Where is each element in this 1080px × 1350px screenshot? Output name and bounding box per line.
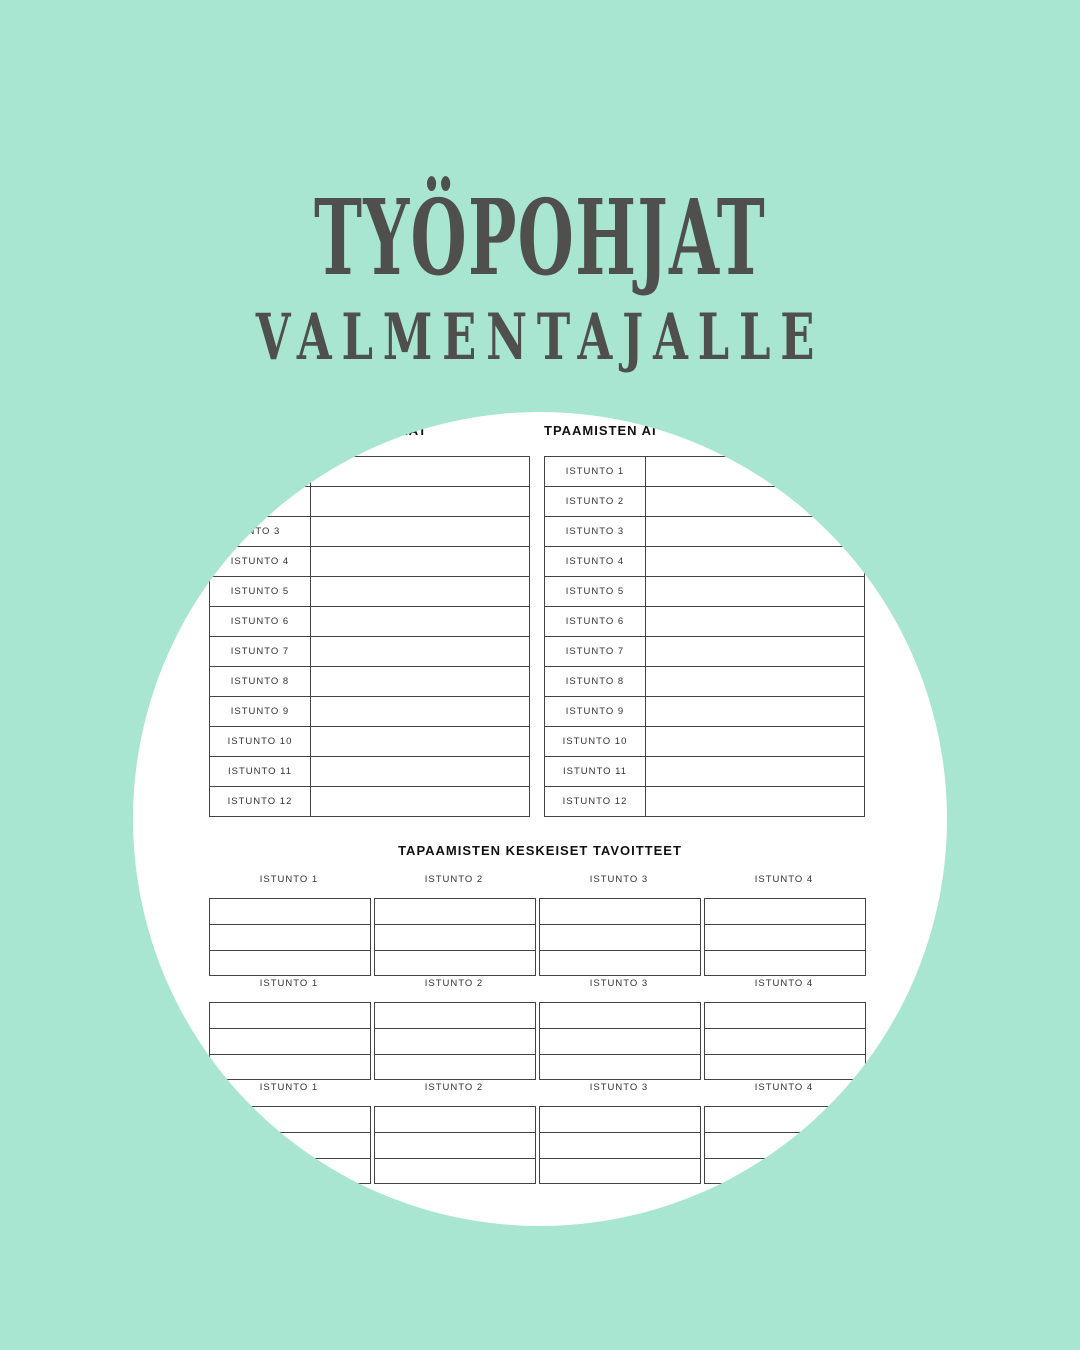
- goal-entry-box[interactable]: [704, 1106, 866, 1184]
- right-table-row: [545, 607, 865, 637]
- goal-entry-line: [540, 924, 700, 925]
- goal-entry-line: [705, 1028, 865, 1029]
- goal-entry-line: [705, 1132, 865, 1133]
- left-table-row: [210, 607, 530, 637]
- goal-entry-box[interactable]: [209, 1106, 371, 1184]
- left-table-row: [210, 727, 530, 757]
- right-table-row-label: ISTUNTO 7: [545, 637, 646, 667]
- left-table-row: [210, 757, 530, 787]
- left-table-row-field[interactable]: [311, 697, 530, 727]
- left-table-row: [210, 697, 530, 727]
- page-title: TYÖPOHJAT: [314, 176, 766, 299]
- left-table-row-label: ISTUNTO 10: [210, 727, 311, 757]
- session-table-right: [544, 456, 865, 817]
- goal-entry-line: [540, 1132, 700, 1133]
- goal-session-label: ISTUNTO 2: [424, 1082, 484, 1093]
- right-table-row-label: ISTUNTO 5: [545, 577, 646, 607]
- left-table-row-label: ISTUNTO 9: [210, 697, 311, 727]
- goal-entry-line: [705, 1158, 865, 1159]
- left-table-row-label: ISTUNTO 11: [210, 757, 311, 787]
- goal-entry-line: [375, 1054, 535, 1055]
- goal-entry-box[interactable]: [374, 1106, 536, 1184]
- right-table-row-label: ISTUNTO 10: [545, 727, 646, 757]
- goal-session-label: ISTUNTO 4: [754, 1082, 814, 1093]
- goal-entry-line: [210, 1158, 370, 1159]
- goal-entry-box[interactable]: [704, 1002, 866, 1080]
- right-table-row: [545, 577, 865, 607]
- right-table-row: [545, 547, 865, 577]
- right-table-row-label: ISTUNTO 9: [545, 697, 646, 727]
- goal-entry-line: [375, 1132, 535, 1133]
- goal-entry-line: [210, 1132, 370, 1133]
- goal-entry-line: [375, 1028, 535, 1029]
- left-table-row-field[interactable]: [311, 577, 530, 607]
- left-table-row-field[interactable]: [311, 637, 530, 667]
- goal-entry-box[interactable]: [209, 1002, 371, 1080]
- worksheet-preview-circle: [133, 412, 947, 1226]
- left-table-row-field[interactable]: [311, 667, 530, 697]
- goal-entry-line: [705, 950, 865, 951]
- right-table-row-field[interactable]: [646, 727, 865, 757]
- goal-entry-line: [375, 1158, 535, 1159]
- goal-entry-box[interactable]: [704, 898, 866, 976]
- left-table-row: [210, 787, 530, 817]
- goal-entry-line: [375, 950, 535, 951]
- goal-entry-line: [210, 1054, 370, 1055]
- right-table-row-field[interactable]: [646, 787, 865, 817]
- left-table-row: [210, 637, 530, 667]
- left-table-row: [210, 577, 530, 607]
- session-table-left: [209, 456, 530, 817]
- right-table-row-field[interactable]: [646, 487, 865, 517]
- right-table-row-field[interactable]: [646, 607, 865, 637]
- goal-entry-box[interactable]: [539, 898, 701, 976]
- left-table-row-label: ISTUNTO 8: [210, 667, 311, 697]
- left-table-row-field[interactable]: [311, 547, 530, 577]
- right-table-row: [545, 667, 865, 697]
- left-table-row-field[interactable]: [311, 607, 530, 637]
- goal-session-label: ISTUNTO 1: [259, 1082, 319, 1093]
- right-table-row: [545, 517, 865, 547]
- right-table-row-label: ISTUNTO 2: [545, 487, 646, 517]
- left-table-row-field[interactable]: [311, 727, 530, 757]
- goal-session-label: ISTUNTO 3: [589, 978, 649, 989]
- right-table-row-label: ISTUNTO 4: [545, 547, 646, 577]
- goal-entry-box[interactable]: [374, 1002, 536, 1080]
- right-table-row-field[interactable]: [646, 667, 865, 697]
- goal-entry-box[interactable]: [539, 1106, 701, 1184]
- goal-session-label: ISTUNTO 1: [259, 978, 319, 989]
- goal-entry-line: [540, 1158, 700, 1159]
- goal-entry-box[interactable]: [374, 898, 536, 976]
- right-table-row-label: ISTUNTO 3: [545, 517, 646, 547]
- right-table-row: [545, 727, 865, 757]
- left-table-heading: ARAT: [388, 423, 428, 438]
- right-table-row-label: ISTUNTO 1: [545, 457, 646, 487]
- left-table-row-label: ISTUNTO 6: [210, 607, 311, 637]
- goal-session-label: ISTUNTO 4: [754, 978, 814, 989]
- left-table-row-label: [210, 487, 311, 517]
- left-table-row-field[interactable]: [311, 787, 530, 817]
- left-table-row-field[interactable]: [311, 487, 530, 517]
- left-table-row-label: ISTUNTO 5: [210, 577, 311, 607]
- goal-session-label: ISTUNTO 4: [754, 874, 814, 885]
- goal-entry-box[interactable]: [539, 1002, 701, 1080]
- left-table-row-label: ISTUNTO 4: [210, 547, 311, 577]
- right-table-row: [545, 457, 865, 487]
- goal-session-label: ISTUNTO 3: [589, 874, 649, 885]
- page-subtitle: VALMENTAJALLE: [255, 300, 825, 375]
- left-table-row: [210, 547, 530, 577]
- right-table-row: [545, 487, 865, 517]
- left-table-row: [210, 487, 530, 517]
- right-table-row-label: ISTUNTO 8: [545, 667, 646, 697]
- left-table-row-label: ISTUNTO 7: [210, 637, 311, 667]
- goal-entry-line: [705, 924, 865, 925]
- left-table-row-label: UNTO 3: [210, 517, 311, 547]
- left-table-row-field[interactable]: [311, 757, 530, 787]
- left-table-row: [210, 667, 530, 697]
- goal-entry-line: [705, 1054, 865, 1055]
- left-table-row-label: ISTUNTO 12: [210, 787, 311, 817]
- goal-session-label: ISTUNTO 2: [424, 978, 484, 989]
- left-table-row: [210, 517, 530, 547]
- goal-entry-line: [210, 950, 370, 951]
- right-table-row-field[interactable]: [646, 577, 865, 607]
- goal-entry-line: [540, 1028, 700, 1029]
- goal-session-label: ISTUNTO 1: [259, 874, 319, 885]
- right-table-heading: TPAAMISTEN AI: [544, 423, 657, 438]
- goal-entry-line: [375, 924, 535, 925]
- right-table-row-field[interactable]: [646, 637, 865, 667]
- right-table-row: [545, 757, 865, 787]
- worksheet-page: [133, 412, 947, 1226]
- right-table-row-label: ISTUNTO 6: [545, 607, 646, 637]
- left-table-row-field[interactable]: [311, 517, 530, 547]
- goal-entry-line: [210, 924, 370, 925]
- left-table-row-label: [210, 457, 311, 487]
- goal-entry-box[interactable]: [209, 898, 371, 976]
- right-table-row: [545, 637, 865, 667]
- right-table-row-field[interactable]: [646, 757, 865, 787]
- goal-entry-line: [540, 950, 700, 951]
- right-table-row-label: ISTUNTO 12: [545, 787, 646, 817]
- goals-heading: TAPAAMISTEN KESKEISET TAVOITTEET: [398, 843, 682, 858]
- left-table-row-field[interactable]: [311, 457, 530, 487]
- goal-entry-line: [210, 1028, 370, 1029]
- goal-session-label: ISTUNTO 2: [424, 874, 484, 885]
- right-table-row: [545, 697, 865, 727]
- goal-session-label: ISTUNTO 3: [589, 1082, 649, 1093]
- right-table-row-field[interactable]: [646, 547, 865, 577]
- right-table-row-field[interactable]: [646, 517, 865, 547]
- right-table-row: [545, 787, 865, 817]
- right-table-row-label: ISTUNTO 11: [545, 757, 646, 787]
- right-table-row-field[interactable]: [646, 457, 865, 487]
- right-table-row-field[interactable]: [646, 697, 865, 727]
- goal-entry-line: [540, 1054, 700, 1055]
- left-table-row: [210, 457, 530, 487]
